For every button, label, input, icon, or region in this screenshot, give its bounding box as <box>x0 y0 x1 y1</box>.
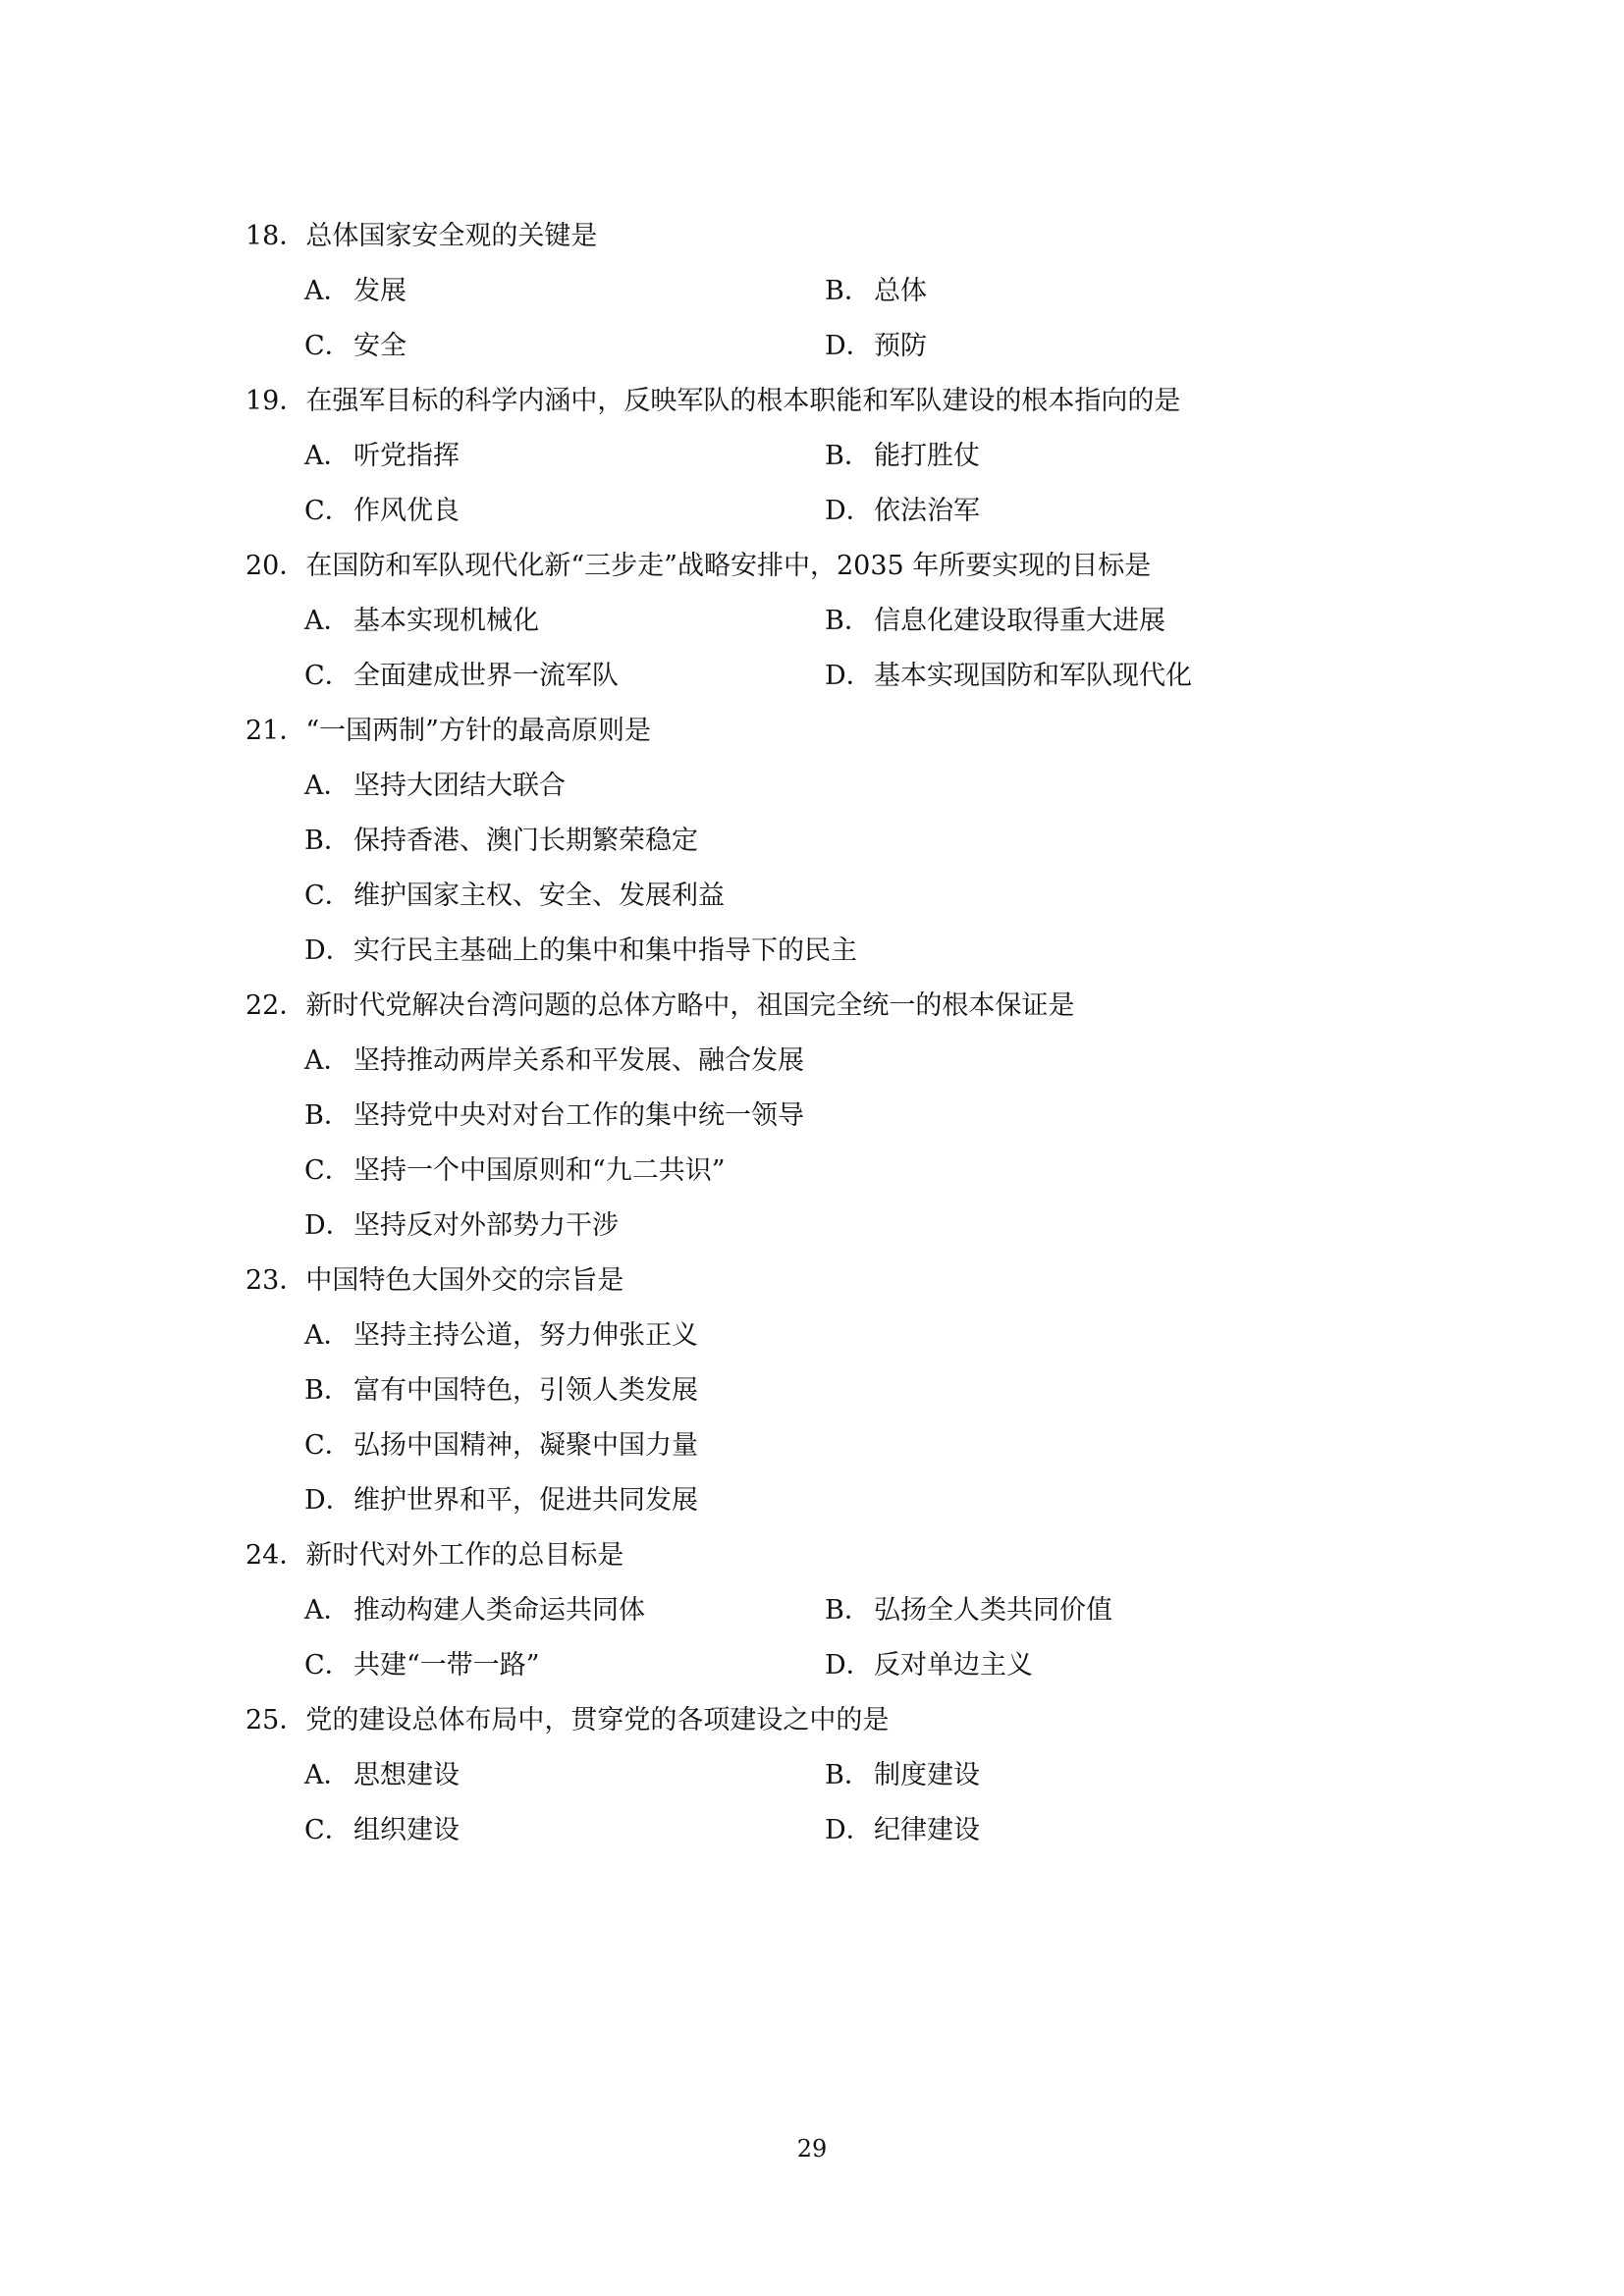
option-label: D． <box>825 331 873 361</box>
option-label: D． <box>825 1815 873 1845</box>
option-text: 总体 <box>874 276 927 306</box>
option-row <box>304 429 1375 484</box>
option-text: 推动构建人类命运共同体 <box>353 1595 645 1626</box>
option-text: 基本实现机械化 <box>353 606 539 636</box>
option-label: A． <box>304 771 351 801</box>
option-list <box>245 1308 1375 1528</box>
option-text: 弘扬中国精神，凝聚中国力量 <box>353 1430 698 1461</box>
option-text: 纪律建设 <box>874 1815 980 1845</box>
option-c <box>304 1803 825 1858</box>
question-number: 23． <box>245 1265 306 1296</box>
option-list <box>245 264 1375 374</box>
option-label: C． <box>304 881 352 911</box>
option-row <box>304 1583 1375 1638</box>
question-19 <box>245 374 1375 539</box>
option-b <box>825 594 1345 649</box>
option-d <box>304 924 1375 979</box>
option-list <box>245 1583 1375 1693</box>
option-text: 坚持反对外部势力干涉 <box>353 1210 619 1241</box>
question-stem <box>245 1254 1375 1308</box>
option-text: 思想建设 <box>353 1760 460 1790</box>
option-text: 基本实现国防和军队现代化 <box>874 661 1192 691</box>
option-row <box>304 1748 1375 1803</box>
option-d <box>825 649 1345 704</box>
question-number: 24． <box>245 1540 306 1571</box>
option-a <box>304 759 1375 814</box>
option-text: 预防 <box>874 331 927 361</box>
option-label: C． <box>304 1650 352 1681</box>
option-a <box>304 1034 1375 1089</box>
question-number: 21． <box>245 716 306 746</box>
option-d <box>825 1803 1345 1858</box>
question-stem <box>245 1693 1375 1748</box>
option-b <box>304 814 1375 869</box>
option-label: B． <box>825 276 871 306</box>
option-text: 坚持一个中国原则和“九二共识” <box>353 1155 726 1186</box>
option-label: A． <box>304 1320 351 1351</box>
question-text: 中国特色大国外交的宗旨是 <box>305 1265 624 1296</box>
question-text: 在国防和军队现代化新“三步走”战略安排中，2035 年所要实现的目标是 <box>305 551 1152 581</box>
option-label: C． <box>304 496 352 526</box>
question-text: 新时代对外工作的总目标是 <box>305 1540 624 1571</box>
option-label: B． <box>825 1595 871 1626</box>
option-b <box>825 1748 1345 1803</box>
question-number: 18． <box>245 221 306 251</box>
option-a <box>304 1308 1375 1363</box>
question-text: 总体国家安全观的关键是 <box>305 221 598 251</box>
question-stem <box>245 1528 1375 1583</box>
question-18 <box>245 209 1375 374</box>
option-text: 坚持推动两岸关系和平发展、融合发展 <box>353 1045 804 1076</box>
option-text: 反对单边主义 <box>874 1650 1033 1681</box>
question-list <box>245 209 1375 1858</box>
option-text: 保持香港、澳门长期繁荣稳定 <box>353 826 698 856</box>
question-24 <box>245 1528 1375 1693</box>
option-text: 作风优良 <box>353 496 460 526</box>
option-c <box>304 649 825 704</box>
option-c <box>304 1638 825 1693</box>
option-text: 维护世界和平，促进共同发展 <box>353 1485 698 1516</box>
question-text: 在强军目标的科学内涵中，反映军队的根本职能和军队建设的根本指向的是 <box>305 386 1181 416</box>
option-c <box>304 1418 1375 1473</box>
option-label: B． <box>304 1375 351 1406</box>
option-row <box>304 594 1375 649</box>
option-c <box>304 484 825 539</box>
question-text: 新时代党解决台湾问题的总体方略中，祖国完全统一的根本保证是 <box>305 990 1075 1021</box>
question-25 <box>245 1693 1375 1858</box>
option-list <box>245 429 1375 539</box>
option-row <box>304 649 1375 704</box>
question-21 <box>245 704 1375 979</box>
option-text: 发展 <box>353 276 406 306</box>
option-label: B． <box>304 826 351 856</box>
question-stem <box>245 374 1375 429</box>
option-label: C． <box>304 1815 352 1845</box>
option-list <box>245 1748 1375 1858</box>
option-list <box>245 594 1375 704</box>
option-row <box>304 1803 1375 1858</box>
question-stem <box>245 704 1375 759</box>
option-text: 坚持主持公道，努力伸张正义 <box>353 1320 698 1351</box>
option-label: A． <box>304 1760 351 1790</box>
option-d <box>304 1199 1375 1254</box>
option-d <box>825 1638 1345 1693</box>
option-text: 富有中国特色，引领人类发展 <box>353 1375 698 1406</box>
option-label: D． <box>825 496 873 526</box>
question-text: 党的建设总体布局中，贯穿党的各项建设之中的是 <box>305 1705 890 1735</box>
option-text: 安全 <box>353 331 406 361</box>
option-d <box>825 319 1345 374</box>
option-label: A． <box>304 276 351 306</box>
option-c <box>304 869 1375 924</box>
option-row <box>304 319 1375 374</box>
option-text: 全面建成世界一流军队 <box>353 661 619 691</box>
option-text: 制度建设 <box>874 1760 980 1790</box>
question-number: 22． <box>245 990 306 1021</box>
option-label: D． <box>825 661 873 691</box>
option-text: 坚持大团结大联合 <box>353 771 566 801</box>
option-label: A． <box>304 441 351 471</box>
option-label: D． <box>825 1650 873 1681</box>
option-text: 维护国家主权、安全、发展利益 <box>353 881 725 911</box>
option-label: D． <box>304 1485 352 1516</box>
option-b <box>825 264 1345 319</box>
option-a <box>304 594 825 649</box>
option-label: A． <box>304 1045 351 1076</box>
option-a <box>304 429 825 484</box>
option-b <box>304 1089 1375 1144</box>
option-text: 坚持党中央对对台工作的集中统一领导 <box>353 1100 804 1131</box>
question-23 <box>245 1254 1375 1528</box>
option-a <box>304 264 825 319</box>
option-text: 信息化建设取得重大进展 <box>874 606 1165 636</box>
option-label: B． <box>825 441 871 471</box>
option-b <box>304 1363 1375 1418</box>
option-list <box>245 759 1375 979</box>
question-number: 20． <box>245 551 306 581</box>
option-label: A． <box>304 1595 351 1626</box>
question-stem <box>245 209 1375 264</box>
option-a <box>304 1748 825 1803</box>
option-label: D． <box>304 935 352 966</box>
option-row <box>304 264 1375 319</box>
page-number: 29 <box>796 2135 828 2163</box>
option-label: C． <box>304 331 352 361</box>
option-b <box>825 1583 1345 1638</box>
option-label: A． <box>304 606 351 636</box>
option-label: C． <box>304 661 352 691</box>
option-row <box>304 484 1375 539</box>
option-text: 能打胜仗 <box>874 441 980 471</box>
option-list <box>245 1034 1375 1254</box>
option-text: 弘扬全人类共同价值 <box>874 1595 1112 1626</box>
option-d <box>825 484 1345 539</box>
option-label: B． <box>825 606 871 636</box>
option-label: B． <box>825 1760 871 1790</box>
option-a <box>304 1583 825 1638</box>
question-text: “一国两制”方针的最高原则是 <box>305 716 651 746</box>
question-stem <box>245 979 1375 1034</box>
option-text: 实行民主基础上的集中和集中指导下的民主 <box>353 935 857 966</box>
question-stem <box>245 539 1375 594</box>
question-number: 25． <box>245 1705 306 1735</box>
option-label: B． <box>304 1100 351 1131</box>
option-text: 组织建设 <box>353 1815 460 1845</box>
option-label: D． <box>304 1210 352 1241</box>
option-label: C． <box>304 1430 352 1461</box>
option-d <box>304 1473 1375 1528</box>
option-label: C． <box>304 1155 352 1186</box>
option-row <box>304 1638 1375 1693</box>
question-number: 19． <box>245 386 306 416</box>
question-20 <box>245 539 1375 704</box>
option-c <box>304 319 825 374</box>
option-text: 共建“一带一路” <box>353 1650 540 1681</box>
option-text: 听党指挥 <box>353 441 460 471</box>
option-c <box>304 1144 1375 1199</box>
option-b <box>825 429 1345 484</box>
option-text: 依法治军 <box>874 496 980 526</box>
question-22 <box>245 979 1375 1254</box>
